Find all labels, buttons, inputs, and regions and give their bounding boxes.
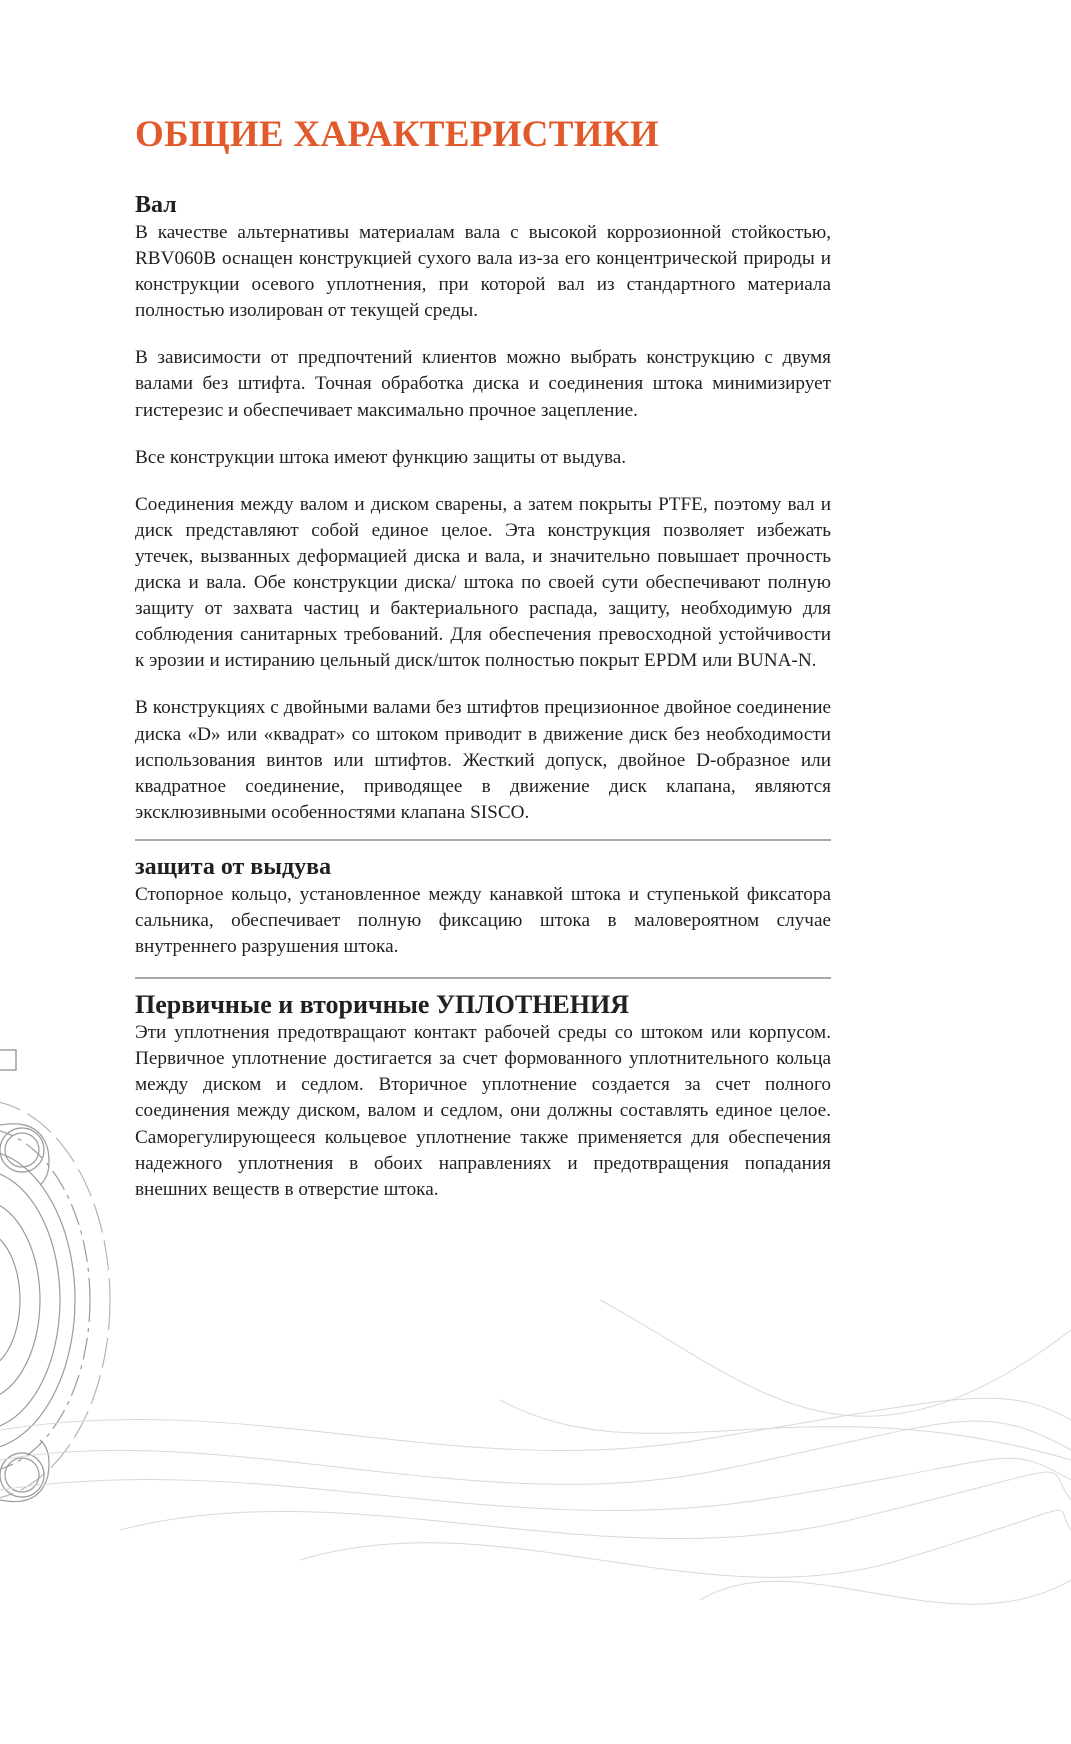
paragraph: В конструкциях с двойными валами без штифтов прецизионное двойное соединение диска «D» или «квадрат» со штоком приводит в движение диск без необходимости использования винтов или штифтов. Жесткий допуск, двойное D-образное или квадратное соединение, приводящее в движение диск клапана, являются эксклюзивными особенностями клапана SISCO. — [135, 697, 831, 823]
paragraph: Все конструкции штока имеют функцию защиты от выдува. — [135, 446, 627, 468]
divider — [135, 839, 831, 841]
paragraph: В зависимости от предпочтений клиентов можно выбрать конструкцию с двумя валами без штифта. Точная обработка диска и соединения штока минимизирует гистерезис и обеспечивает максимально прочное зацепление. — [135, 347, 831, 421]
section-shaft — [135, 190, 831, 826]
page-title: ОБЩИЕ ХАРАКТЕРИСТИКИ — [135, 114, 659, 155]
wave-lines-decoration — [0, 1300, 1071, 1604]
paragraph: В качестве альтернативы материалам вала с высокой коррозионной стойкостью, RBV060B оснащен конструкцией сухого вала из-за его концентрической природы и конструкции осевого уплотнения, при которой вал из стандартного материала полностью изолирован от текущей среды. — [135, 222, 831, 322]
section-blowout-protection — [135, 852, 831, 960]
section-heading: Вал — [135, 192, 177, 218]
document-page — [135, 110, 831, 1203]
section-seals — [135, 990, 831, 1203]
section-heading: защита от выдува — [135, 853, 332, 880]
small-square-mark — [0, 1050, 16, 1070]
section-heading: Первичные и вторичные УПЛОТНЕНИЯ — [135, 990, 629, 1020]
paragraph: Стопорное кольцо, установленное между канавкой штока и ступенькой фиксатора сальника, обеспечивает полную фиксацию штока в маловероятном случае внутреннего разрушения штока. — [135, 883, 831, 958]
valve-drawing-icon — [0, 1050, 110, 1502]
divider — [135, 977, 831, 979]
paragraph: Соединения между валом и диском сварены, а затем покрыты PTFE, поэтому вал и диск представляют собой единое целое. Эта конструкция позволяет избежать утечек, вызванных деформацией диска и вала, и значительно повышает прочность диска и вала. Обе конструкции диска/ штока по своей сути обеспечивают полную защиту от захвата частиц и бактериального распада, защиту, необходимую для соблюдения санитарных требований. Для обеспечения превосходной устойчивости к эрозии и истиранию цельный диск/шток полностью покрыт EPDM или BUNA-N. — [135, 493, 831, 672]
paragraph: Эти уплотнения предотвращают контакт рабочей среды со штоком или корпусом. Первичное уплотнение достигается за счет формованного уплотнительного кольца между диском и седлом. Вторичное уплотнение создается за счет полного соединения между диском, валом и седлом, они должны составлять единое целое. Саморегулирующееся кольцевое уплотнение также применяется для обеспечения надежного уплотнения в обоих направлениях и предотвращения попадания внешних веществ в отверстие штока. — [135, 1022, 831, 1200]
